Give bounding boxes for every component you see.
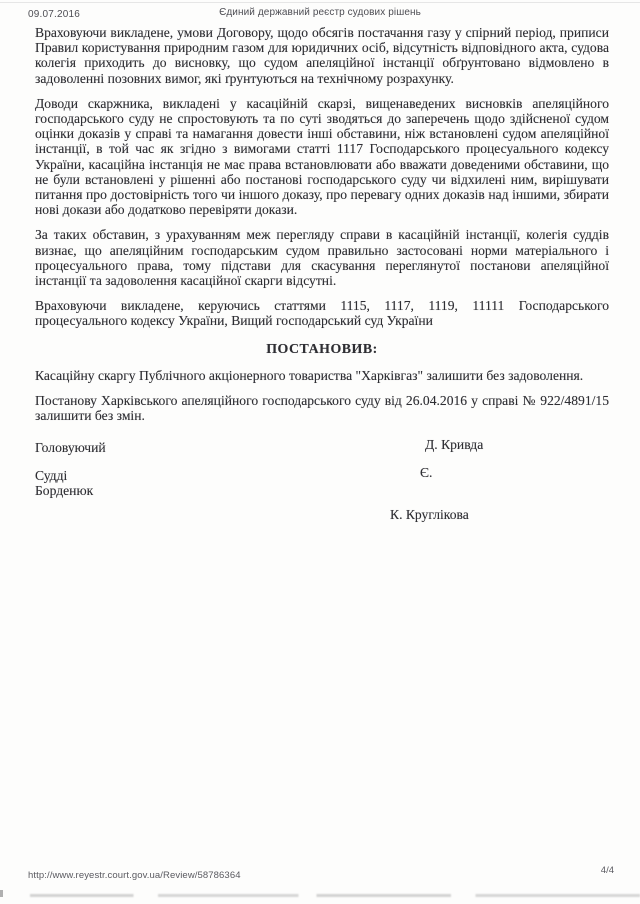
presiding-judge-label: Головуючий	[35, 440, 106, 456]
print-date: 09.07.2016	[28, 9, 81, 20]
document-body	[35, 25, 609, 547]
signature-block	[35, 437, 609, 547]
judge-name: К. Круглікова	[390, 507, 469, 523]
judge-initial: Є.	[420, 465, 433, 481]
source-url: http://www.reyestr.court.gov.ua/Review/58786364	[28, 870, 241, 881]
document-paragraph: Враховуючи викладене, керуючись статтями 1115, 1117, 1119, 11111 Господарського процесуального кодексу України, Вищий господарський суд України	[35, 298, 609, 329]
print-header	[0, 6, 640, 20]
document-paragraph: За таких обставин, з урахуванням меж перегляду справи в касаційній інстанції, колегія суддів визнає, що апеляційним господарським судом правильно застосовані норми матеріального і процесуального права, тому підстави для скасування переглянутої постанови апеляційної інстанції та задоволення касаційної скарги відсутні.	[35, 227, 609, 289]
presiding-judge-name: Д. Кривда	[425, 437, 484, 453]
judge-surname: Борденюк	[35, 483, 94, 499]
resolution-heading: ПОСТАНОВИВ:	[266, 341, 378, 357]
resolution-paragraph: Постанову Харківського апеляційного господарського суду від 26.04.2016 у справі № 922/4891/15 залишити без змін.	[35, 393, 609, 424]
resolution-paragraph: Касаційну скаргу Публічного акціонерного товариства "Харківгаз" залишити без задоволення.	[35, 367, 584, 383]
scan-edge-line	[0, 2, 640, 3]
registry-title: Єдиний державний реєстр судових рішень	[219, 7, 421, 18]
document-paragraph: Доводи скаржника, викладені у касаційній скарзі, вищенаведених висновків апеляційного господарського суду не спростовують та по суті зводяться до заперечень щодо здійсненої судом оцінки доказів у справі та намагання довести інші обставини, ніж встановлені судом апеляційної інстанції, в той час як згідно з вимогами статті 1117 Господарського процесуального кодексу України, касаційна інстанція не має права встановлювати або вважати доведеними обставини, що не були встановлені у рішенні або постанові господарського суду чи відхилені ним, вирішувати питання про достовірність того чи іншого доказу, про перевагу одних доказів над іншими, збирати нові докази або додатково перевіряти докази.	[35, 95, 609, 218]
page-number: 4/4	[600, 865, 614, 876]
scan-speck	[0, 890, 3, 897]
document-paragraph: Враховуючи викладене, умови Договору, щодо обсягів постачання газу у спірний період, приписи Правил користування природним газом для юридичних осіб, відсутність відповідного акта, судова колегія приходить до висновку, що судом апеляційної інстанції обґрунтовано відмовлено в задоволенні позовних вимог, які ґрунтуються на технічному розрахунку.	[35, 25, 609, 86]
scan-edge-shadow	[30, 894, 640, 897]
print-footer	[0, 862, 640, 882]
judges-label: Судді	[35, 468, 68, 484]
